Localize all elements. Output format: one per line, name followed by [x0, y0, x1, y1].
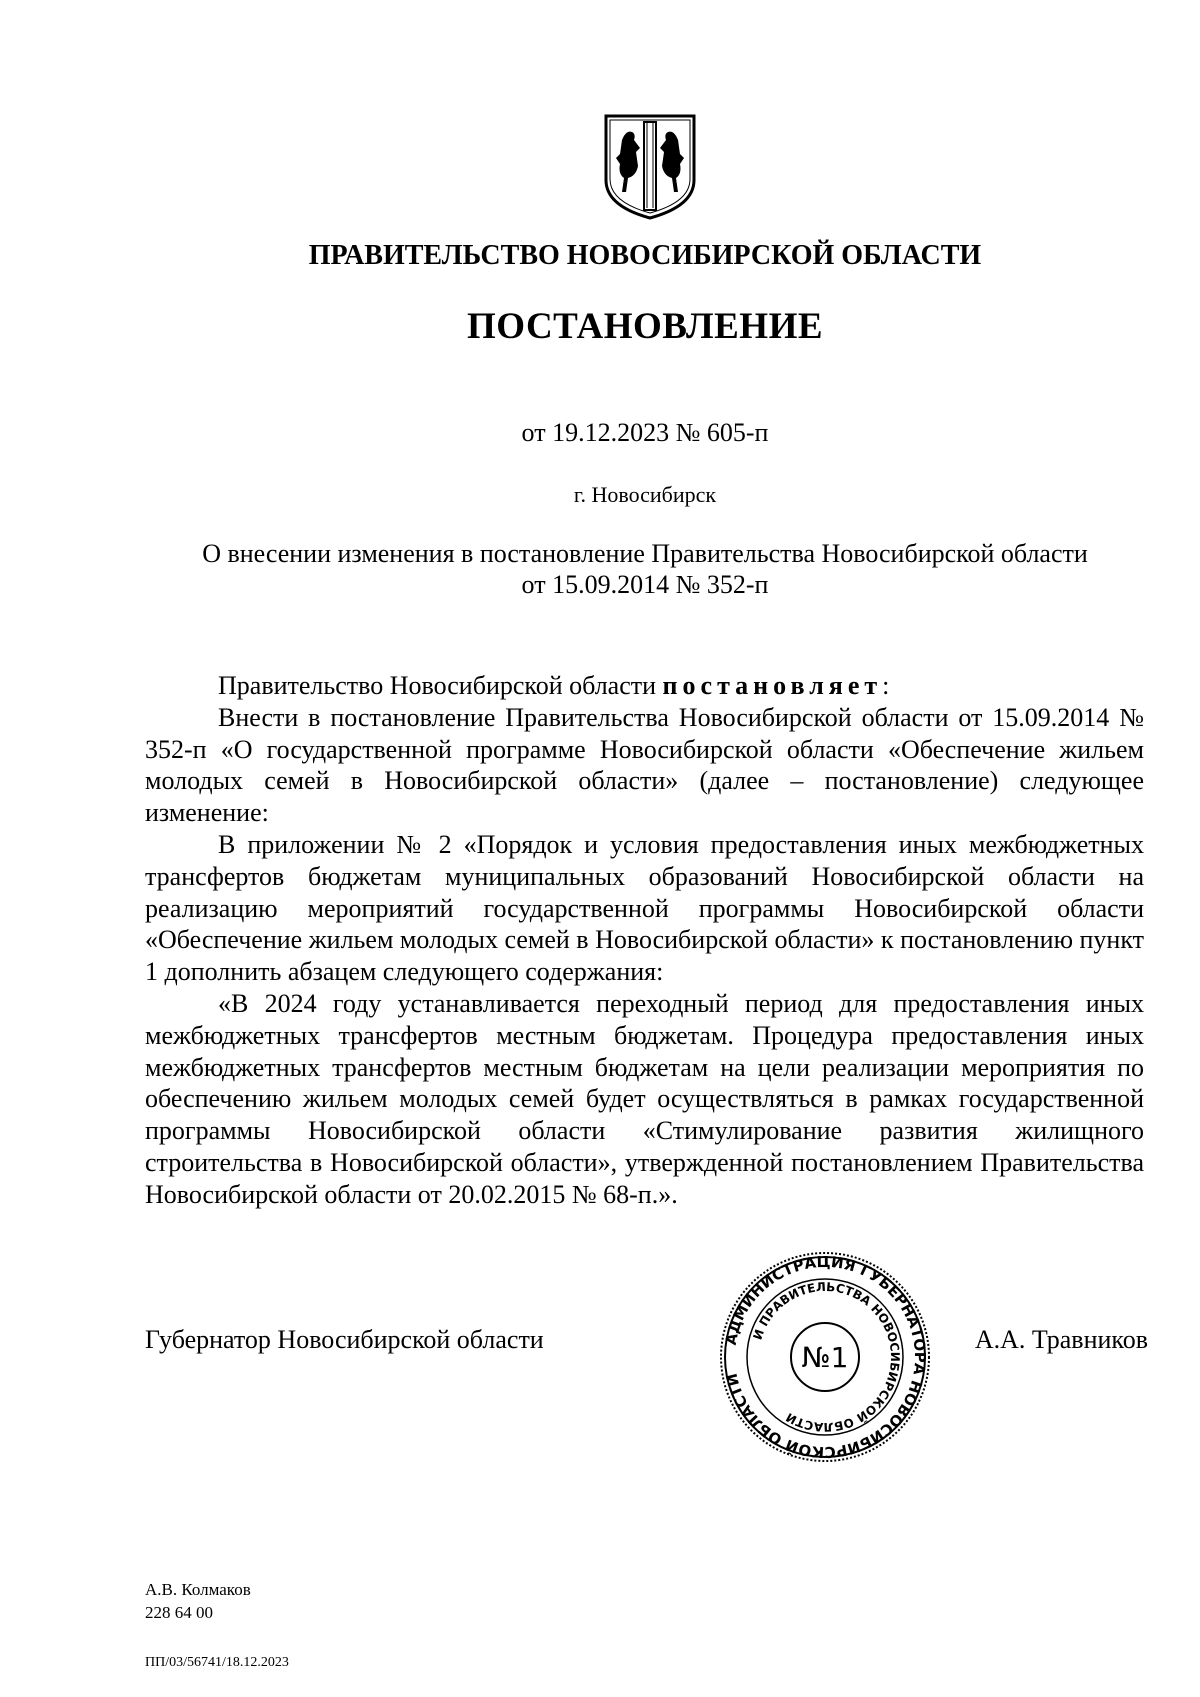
document-type-title: ПОСТАНОВЛЕНИЕ	[466, 306, 824, 347]
document-code: ПП/03/56741/18.12.2023	[145, 1655, 289, 1670]
official-stamp-seal	[718, 1250, 932, 1464]
signatory-title: Губернатор Новосибирской области	[145, 1325, 544, 1354]
stamp-inner-text: И ПРАВИТЕЛЬСТВА НОВОСИБИРСКОЙ ОБЛАСТИ	[750, 1279, 903, 1435]
body-paragraph-4: «В 2024 году устанавливается переходный период для предоставления иных межбюджетных трансфертов местным бюджетам. Процедура предоставления иных межбюджетных трансфертов местным бюджетам на цели реализации мероприятия по обеспечению жильем молодых семей будет осуществляться в рамках государственной программы Новосибирской области «Стимулирование развития жилищного строительства в Новосибирской области», утвержденной постановлением Правительства Новосибирской области от 20.02.2015 № 68-п.».	[145, 988, 1144, 1209]
date-and-number: от 19.12.2023 № 605-п	[521, 418, 769, 447]
executor-phone: 228 64 00	[145, 1603, 213, 1622]
decree-verb: постановляет	[662, 671, 883, 700]
stamp-outer-text: АДМИНИСТРАЦИЯ ГУБЕРНАТОРА НОВОСИБИРСКОЙ ОБЛАСТИ	[721, 1252, 930, 1462]
document-subject	[150, 538, 1140, 600]
document-body	[145, 670, 1144, 1211]
body-paragraph-2: Внести в постановление Правительства Новосибирской области от 15.09.2014 № 352-п «О государственной программе Новосибирской области «Обеспечение жильем молодых семей в Новосибирской области» (далее – постановление) следующее изменение:	[145, 702, 1144, 828]
subject-line-1: О внесении изменения в постановление Правительства Новосибирской области	[202, 539, 1088, 568]
body-paragraph-3: В приложении № 2 «Порядок и условия предоставления иных межбюджетных трансфертов бюджетам муниципальных образований Новосибирской области на реализацию мероприятий государственной программы Новосибирской области «Обеспечение жильем молодых семей в Новосибирской области» к постановлению пункт 1 дополнить абзацем следующего содержания:	[145, 829, 1144, 987]
body-paragraph-1	[145, 670, 1144, 702]
body-lead-text: Правительство Новосибирской области	[218, 671, 663, 700]
body-colon: :	[882, 671, 890, 700]
organization-name: ПРАВИТЕЛЬСТВО НОВОСИБИРСКОЙ ОБЛАСТИ	[308, 240, 982, 271]
executor-name: А.В. Колмаков	[145, 1580, 251, 1599]
signatory-name: А.А. Травников	[974, 1325, 1148, 1354]
coat-of-arms-icon	[600, 110, 700, 222]
stamp-number: №1	[801, 1341, 849, 1374]
subject-line-2: от 15.09.2014 № 352-п	[521, 570, 769, 599]
city-name: г. Новосибирск	[573, 482, 717, 507]
